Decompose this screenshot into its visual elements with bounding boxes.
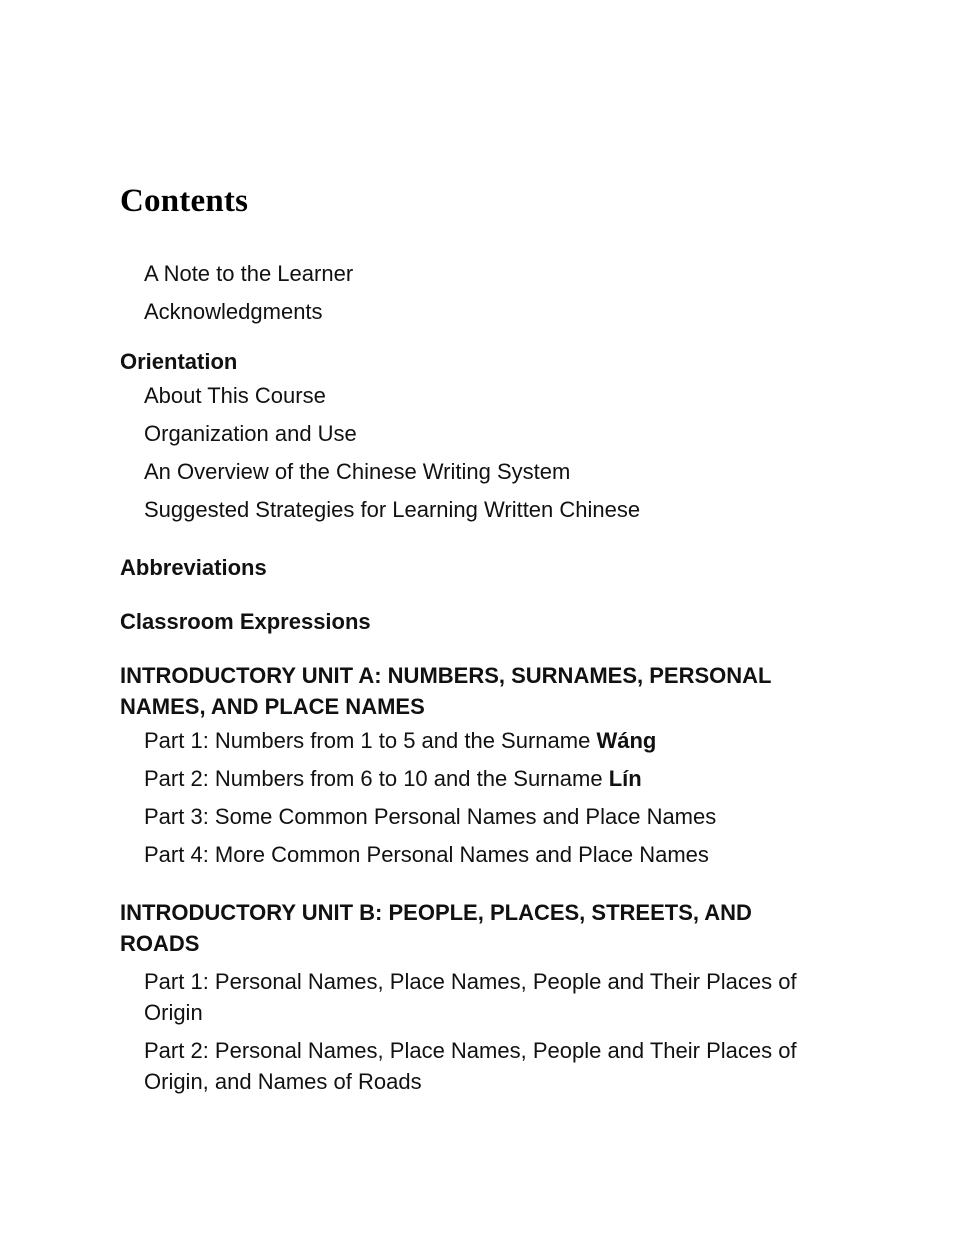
page-title: Contents — [120, 183, 249, 219]
spacer — [120, 637, 820, 660]
toc-entry-text: Part 1: Numbers from 1 to 5 and the Surname — [144, 728, 597, 753]
toc-entry-text: Part 2: Numbers from 6 to 10 and the Surname — [144, 766, 609, 791]
toc-heading-abbreviations[interactable]: Abbreviations — [120, 555, 267, 580]
toc-group-orientation — [120, 346, 820, 529]
spacer — [120, 583, 820, 606]
toc-entry-about-this-course[interactable]: About This Course — [144, 383, 326, 408]
spacer — [120, 529, 820, 552]
spacer — [120, 331, 820, 346]
toc-group-unit-a — [120, 660, 820, 874]
toc-entry-acknowledgments[interactable]: Acknowledgments — [144, 299, 323, 324]
toc-entry-organization-and-use[interactable]: Organization and Use — [144, 421, 357, 446]
toc-entry-unit-a-part-4[interactable]: Part 4: More Common Personal Names and Place Names — [144, 842, 709, 867]
pinyin-term-wang: Wáng — [596, 728, 657, 753]
toc-heading-classroom-expressions[interactable]: Classroom Expressions — [120, 609, 371, 634]
toc-heading-orientation[interactable]: Orientation — [120, 349, 238, 374]
toc-entry-unit-b-part-1[interactable]: Part 1: Personal Names, Place Names, People and Their Places of Origin — [144, 969, 797, 1025]
toc-entry-overview-chinese-writing-system[interactable]: An Overview of the Chinese Writing System — [144, 459, 571, 484]
toc-heading-unit-a[interactable]: INTRODUCTORY UNIT A: NUMBERS, SURNAMES, PERSONAL NAMES, AND PLACE NAMES — [120, 663, 772, 719]
table-of-contents — [120, 183, 820, 1097]
toc-group-abbreviations — [120, 552, 820, 583]
pinyin-term-lin: Lín — [608, 766, 642, 791]
toc-heading-unit-b[interactable]: INTRODUCTORY UNIT B: PEOPLE, PLACES, STREETS, AND ROADS — [120, 900, 752, 956]
toc-entry-unit-a-part-3[interactable]: Part 3: Some Common Personal Names and Place Names — [144, 804, 717, 829]
toc-entry-unit-a-part-1[interactable] — [144, 722, 820, 760]
toc-group-front-matter — [120, 255, 820, 331]
toc-group-unit-b — [120, 897, 820, 1097]
toc-entry-unit-b-part-2[interactable]: Part 2: Personal Names, Place Names, People and Their Places of Origin, and Names of Roads — [144, 1038, 797, 1094]
toc-group-classroom-expressions — [120, 606, 820, 637]
toc-entry-unit-a-part-2[interactable] — [144, 760, 820, 798]
spacer — [120, 874, 820, 897]
toc-entry-note-to-learner[interactable]: A Note to the Learner — [144, 261, 354, 286]
toc-entry-suggested-strategies[interactable]: Suggested Strategies for Learning Written Chinese — [144, 497, 641, 522]
